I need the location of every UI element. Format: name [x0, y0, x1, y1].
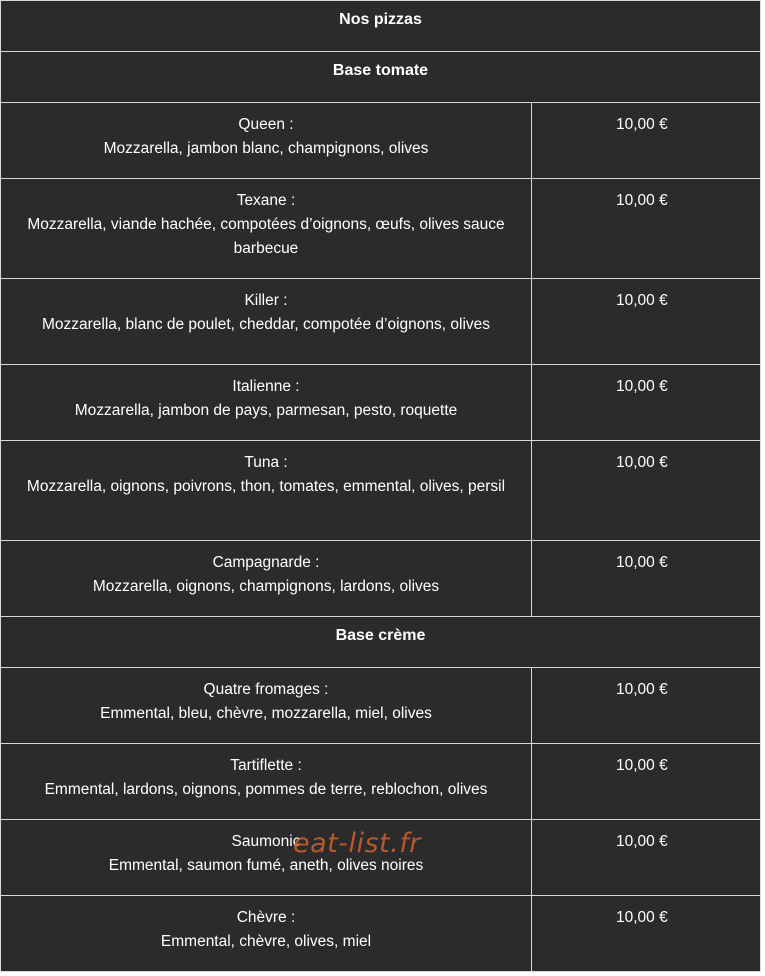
menu-item-cell: [1, 744, 532, 820]
pizza-name: Quatre fromages :: [203, 681, 329, 698]
pizza-name: Tuna :: [244, 454, 288, 471]
menu-item-row: [1, 541, 761, 617]
menu-item-row: [1, 441, 761, 541]
price-cell: [532, 820, 761, 896]
menu-title: Nos pizzas: [339, 11, 422, 28]
menu-item-cell: [1, 365, 532, 441]
price-cell: [532, 365, 761, 441]
pizza-price: 10,00 €: [616, 681, 668, 698]
pizza-ingredients: Emmental, chèvre, olives, miel: [160, 933, 372, 950]
pizza-price: 10,00 €: [616, 554, 668, 571]
menu-item-cell: [1, 541, 532, 617]
menu-item-row: [1, 103, 761, 179]
section-heading-row: [1, 617, 761, 668]
pizza-name: Campagnarde :: [212, 554, 320, 571]
pizza-price: 10,00 €: [616, 757, 668, 774]
pizza-ingredients: Emmental, bleu, chèvre, mozzarella, miel, olives: [100, 705, 432, 722]
pizza-name: Killer :: [244, 292, 288, 309]
pizza-ingredients: Mozzarella, oignons, champignons, lardons, olives: [92, 578, 440, 595]
section-heading-tomate: Base tomate: [332, 62, 429, 79]
menu-item-row: [1, 668, 761, 744]
pizza-price: 10,00 €: [616, 192, 668, 209]
watermark: eat-list.fr: [293, 828, 421, 859]
price-cell: [532, 179, 761, 279]
menu-item-row: [1, 820, 761, 896]
pizza-name: Italienne :: [232, 378, 300, 395]
menu-item-cell: [1, 896, 532, 972]
pizza-name: Queen :: [238, 116, 294, 133]
pizza-ingredients: Emmental, lardons, oignons, pommes de terre, reblochon, olives: [44, 781, 488, 798]
section-heading-cell: [1, 52, 761, 103]
menu-item-row: [1, 279, 761, 365]
menu-title-row: [1, 1, 761, 52]
pizza-price: 10,00 €: [616, 454, 668, 471]
pizza-ingredients: Emmental, saumon fumé, aneth, olives noires: [108, 857, 424, 874]
pizza-name: Chèvre :: [236, 909, 296, 926]
pizza-name: Saumonic: [231, 833, 301, 850]
menu-item-row: [1, 744, 761, 820]
menu-item-cell: [1, 441, 532, 541]
menu-item-cell: [1, 103, 532, 179]
menu-item-cell: [1, 179, 532, 279]
menu-item-cell: [1, 279, 532, 365]
pizza-price: 10,00 €: [616, 116, 668, 133]
pizza-price: 10,00 €: [616, 378, 668, 395]
pizza-price: 10,00 €: [616, 909, 668, 926]
price-cell: [532, 279, 761, 365]
pizza-ingredients: Mozzarella, viande hachée, compotées d’oignons, œufs, olives sauce barbecue: [27, 216, 505, 257]
section-heading-cell: [1, 617, 761, 668]
menu-item-row: [1, 365, 761, 441]
menu-item-cell: [1, 820, 532, 896]
price-cell: [532, 668, 761, 744]
pizza-price: 10,00 €: [616, 833, 668, 850]
price-cell: [532, 441, 761, 541]
price-cell: [532, 103, 761, 179]
pizza-ingredients: Mozzarella, blanc de poulet, cheddar, compotée d’oignons, olives: [41, 316, 491, 333]
price-cell: [532, 744, 761, 820]
price-cell: [532, 541, 761, 617]
section-heading-row: [1, 52, 761, 103]
menu-item-cell: [1, 668, 532, 744]
section-heading-creme: Base crème: [335, 627, 426, 644]
menu-item-row: [1, 896, 761, 972]
menu-item-row: [1, 179, 761, 279]
pizza-name: Tartiflette :: [230, 757, 302, 774]
menu-title-cell: [1, 1, 761, 52]
price-cell: [532, 896, 761, 972]
pizza-name: Texane :: [236, 192, 296, 209]
pizza-ingredients: Mozzarella, jambon blanc, champignons, olives: [103, 140, 429, 157]
pizza-ingredients: Mozzarella, oignons, poivrons, thon, tomates, emmental, olives, persil: [26, 478, 506, 495]
pizza-ingredients: Mozzarella, jambon de pays, parmesan, pesto, roquette: [74, 402, 458, 419]
pizza-price: 10,00 €: [616, 292, 668, 309]
